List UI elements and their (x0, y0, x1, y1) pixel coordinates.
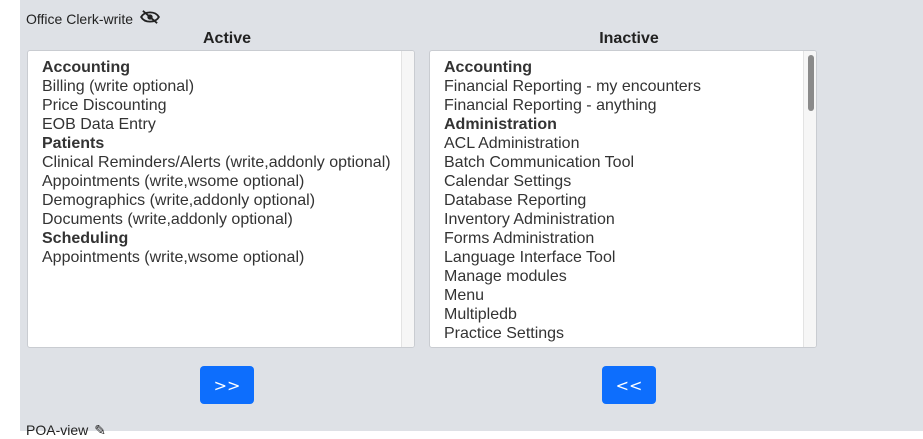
add-to-active-button[interactable]: >> (200, 366, 254, 404)
list-category-heading: Scheduling (42, 230, 129, 247)
list-item[interactable]: Inventory Administration (444, 211, 615, 228)
list-item[interactable]: Forms Administration (444, 230, 595, 247)
active-listbox[interactable] (27, 50, 415, 348)
list-item[interactable]: EOB Data Entry (42, 116, 156, 133)
list-item[interactable]: Billing (write optional) (42, 78, 195, 95)
list-item[interactable]: Financial Reporting - anything (444, 97, 657, 114)
list-item[interactable]: Menu (444, 287, 485, 304)
next-group-label: POA-view (26, 422, 89, 438)
list-item[interactable]: ACL Administration (444, 135, 580, 152)
list-item[interactable]: Documents (write,addonly optional) (42, 211, 293, 228)
list-category-heading: Accounting (444, 59, 532, 76)
list-item[interactable]: Appointments (write,wsome optional) (42, 249, 305, 266)
inactive-listbox[interactable] (429, 50, 817, 348)
list-item[interactable]: Financial Reporting - my encounters (444, 78, 702, 95)
active-scrollbar[interactable] (401, 51, 414, 347)
inactive-column-heading: Inactive (599, 30, 659, 47)
list-item[interactable]: Clinical Reminders/Alerts (write,addonly optional) (42, 154, 391, 171)
list-category-heading: Accounting (42, 59, 130, 76)
list-item[interactable]: Appointments (write,wsome optional) (42, 173, 305, 190)
list-item[interactable]: Language Interface Tool (444, 249, 616, 266)
pencil-icon[interactable]: ✎ (94, 422, 106, 438)
remove-from-active-button[interactable]: << (602, 366, 656, 404)
list-item[interactable]: Manage modules (444, 268, 567, 285)
inactive-list (430, 51, 816, 343)
inactive-scrollbar[interactable] (803, 51, 816, 347)
group-title (26, 9, 161, 28)
inactive-scroll-thumb[interactable] (808, 55, 814, 111)
eye-slash-icon[interactable] (139, 9, 161, 28)
list-category-heading: Patients (42, 135, 105, 152)
group-title-label: Office Clerk-write (26, 10, 134, 27)
list-item[interactable]: Demographics (write,addonly optional) (42, 192, 316, 209)
list-item[interactable]: Practice Settings (444, 325, 565, 342)
list-category-heading: Administration (444, 116, 557, 133)
list-item[interactable]: Multipledb (444, 306, 517, 323)
active-column-heading: Active (202, 30, 252, 47)
active-list (28, 51, 414, 267)
list-item[interactable]: Batch Communication Tool (444, 154, 635, 171)
list-item[interactable]: Database Reporting (444, 192, 587, 209)
list-item[interactable]: Price Discounting (42, 97, 167, 114)
list-item[interactable]: Calendar Settings (444, 173, 572, 190)
